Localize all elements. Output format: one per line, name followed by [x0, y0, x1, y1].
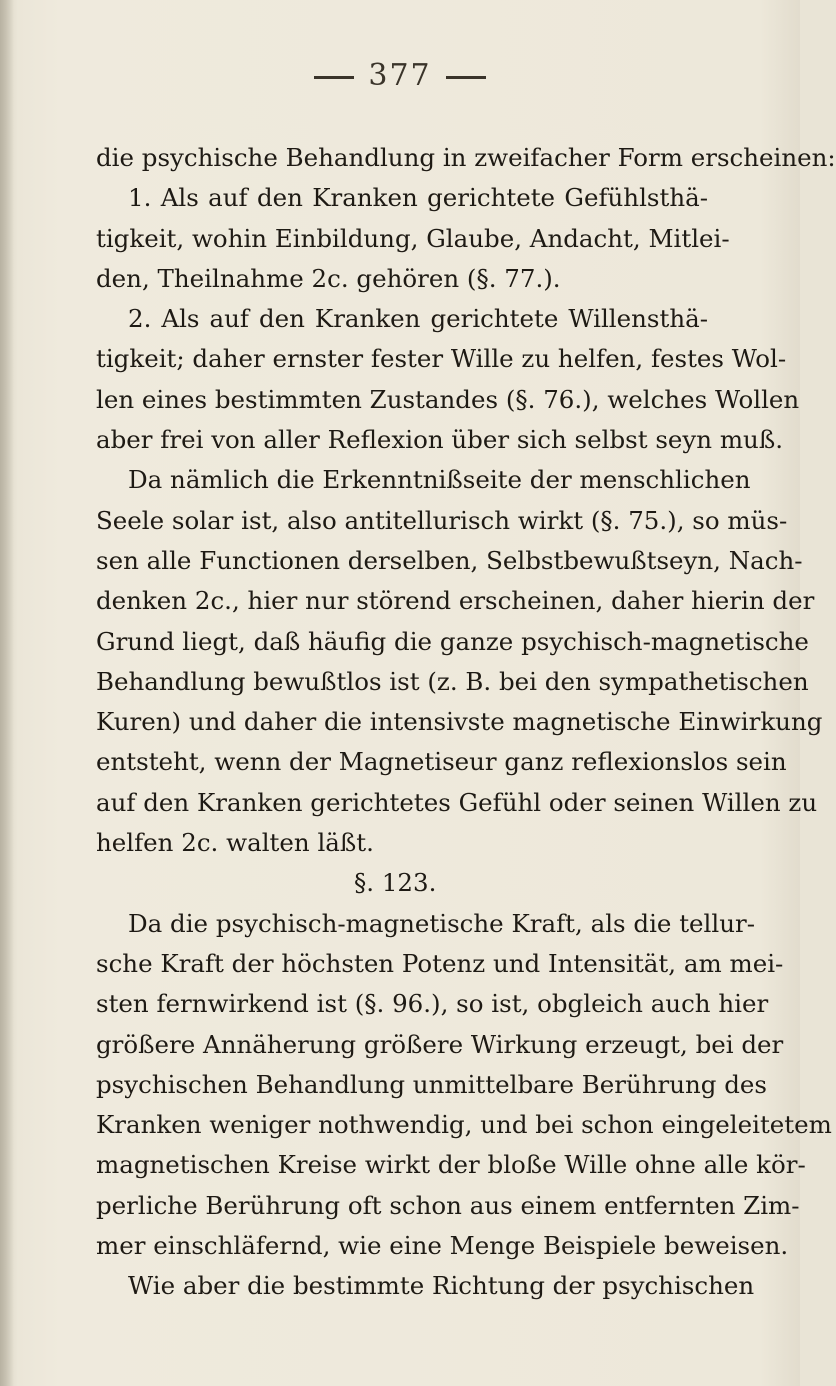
- text-line: sche Kraft der höchsten Potenz und Intensität, am mei-: [96, 948, 784, 978]
- text-line: tigkeit, wohin Einbildung, Glaube, Andacht, Mitlei-: [96, 223, 730, 253]
- text-line: den, Theilnahme 2c. gehören (§. 77.).: [96, 263, 561, 293]
- text-line: psychischen Behandlung unmittelbare Berührung des: [96, 1069, 767, 1099]
- text-line: magnetischen Kreise wirkt der bloße Wille ohne alle kör-: [96, 1150, 806, 1180]
- dash-left: [314, 76, 354, 79]
- text-line: die psychische Behandlung in zweifacher Form erscheinen:: [96, 143, 836, 172]
- section-heading: §. 123.: [354, 868, 437, 898]
- text-line: 2. Als auf den Kranken gerichtete Willensthä-: [128, 304, 708, 334]
- text-line: Grund liegt, daß häufig die ganze psychisch-magnetische: [96, 626, 809, 656]
- text-line: mer einschläfernd, wie eine Menge Beispiele beweisen.: [96, 1231, 789, 1261]
- text-line: größere Annäherung größere Wirkung erzeugt, bei der: [96, 1029, 784, 1059]
- body-text: [96, 138, 836, 1307]
- text-line: sen alle Functionen derselben, Selbstbewußtseyn, Nach-: [96, 545, 803, 575]
- text-line: Kuren) und daher die intensivste magnetische Einwirkung: [96, 707, 823, 737]
- text-line: Seele solar ist, also antitellurisch wirkt (§. 75.), so müs-: [96, 505, 788, 535]
- page-number: [0, 58, 800, 93]
- text-line: sten fernwirkend ist (§. 96.), so ist, obgleich auch hier: [96, 989, 769, 1019]
- text-line: Da die psychisch-magnetische Kraft, als die tellur-: [128, 908, 755, 938]
- text-line: entsteht, wenn der Magnetiseur ganz reflexionslos sein: [96, 747, 787, 777]
- gutter-shadow: [0, 0, 14, 1386]
- text-line: aber frei von aller Reflexion über sich selbst seyn muß.: [96, 425, 783, 455]
- dash-right: [446, 76, 486, 79]
- text-line: Da nämlich die Erkenntnißseite der menschlichen: [128, 465, 751, 495]
- text-line: helfen 2c. walten läßt.: [96, 828, 374, 858]
- text-line: perliche Berührung oft schon aus einem entfernten Zim-: [96, 1190, 800, 1220]
- text-line: Behandlung bewußtlos ist (z. B. bei den sympathetischen: [96, 666, 809, 696]
- text-line: len eines bestimmten Zustandes (§. 76.), welches Wollen: [96, 384, 800, 414]
- text-line: denken 2c., hier nur störend erscheinen, daher hierin der: [96, 586, 815, 616]
- text-line: Kranken weniger nothwendig, und bei schon eingeleitetem: [96, 1110, 832, 1140]
- text-line: auf den Kranken gerichtetes Gefühl oder seinen Willen zu: [96, 787, 818, 817]
- text-line: 1. Als auf den Kranken gerichtete Gefühlsthä-: [128, 183, 708, 213]
- text-line: Wie aber die bestimmte Richtung der psychischen: [128, 1271, 755, 1301]
- page-number-text: 377: [368, 58, 432, 93]
- text-line: tigkeit; daher ernster fester Wille zu helfen, festes Wol-: [96, 344, 787, 374]
